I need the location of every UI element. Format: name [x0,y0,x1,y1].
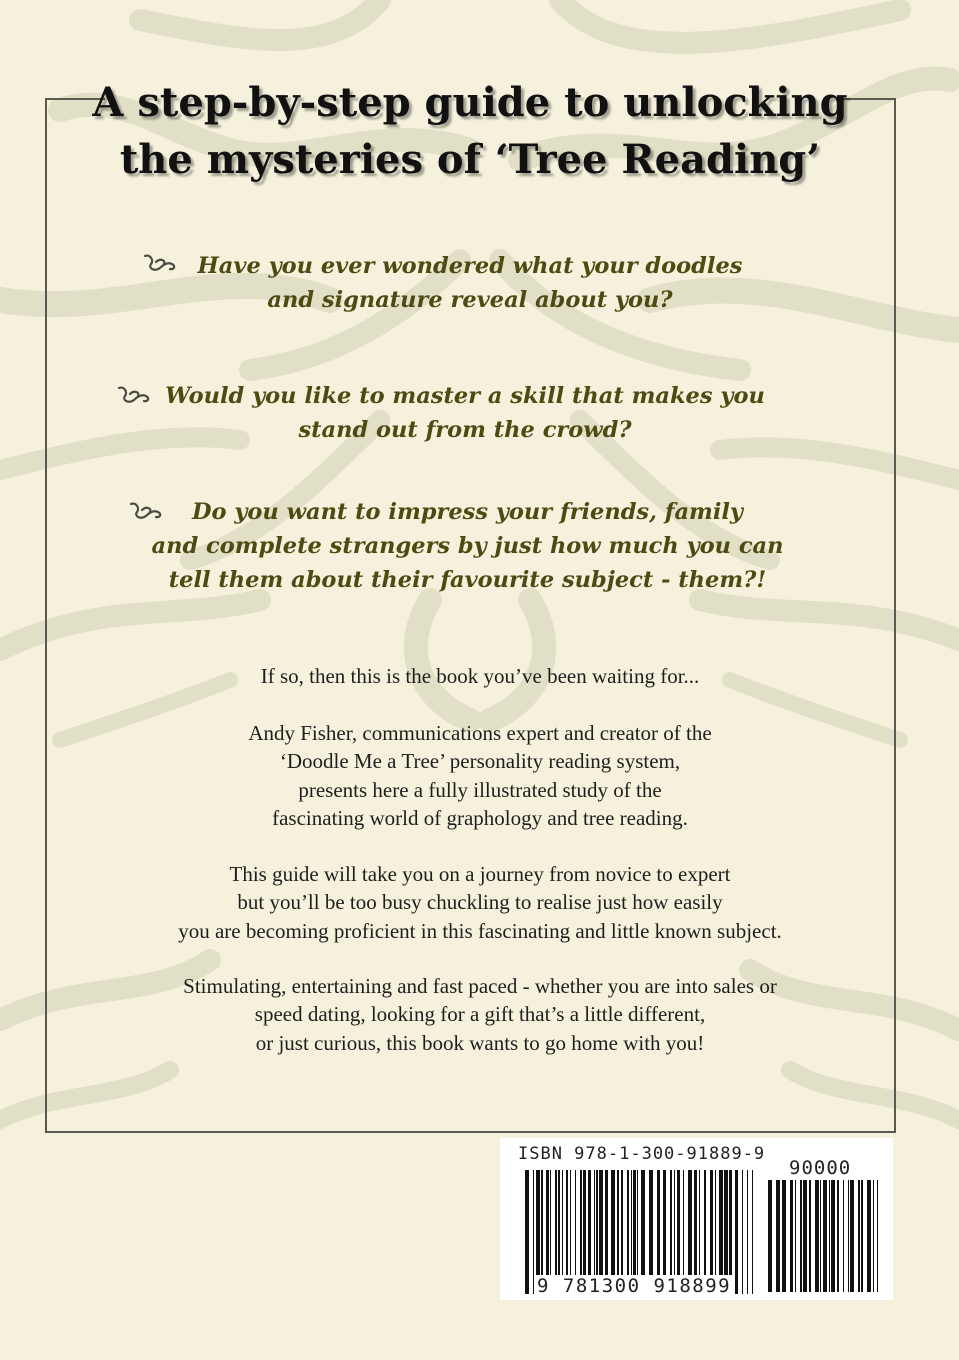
bullet-master-skill [165,379,765,447]
bullet-impress-friends [150,495,785,597]
bullet-doodles [190,249,750,317]
bullet-line: stand out from the crowd? [298,417,632,443]
paragraph-line: Andy Fisher, communications expert and creator of the [248,721,712,745]
paragraph-line: speed dating, looking for a gift that’s a little different, [254,1002,706,1027]
bullet-line: Have you ever wondered what your doodles [197,253,743,279]
flourish-ornament-icon [142,252,182,276]
paragraph-line: or just curious, this book wants to go home with you! [255,1030,705,1055]
intro-paragraph [100,662,860,690]
price-addon-code: 90000 [789,1157,852,1179]
headline [60,74,880,188]
paragraph-line: fascinating world of graphology and tree reading. [272,805,688,830]
addon-barcode-bars [768,1180,880,1292]
bullet-line: Would you like to master a skill that makes you [165,383,765,409]
paragraph-line: ‘Doodle Me a Tree’ personality reading system, [279,749,681,774]
bullet-line: and signature reveal about you? [267,287,673,313]
paragraph-line: If so, then this is the book you’ve been waiting for... [260,664,700,688]
journey-paragraph [100,860,860,945]
bullet-line: tell them about their favourite subject - them?! [168,567,767,593]
headline-line-1: A step-by-step guide to unlocking [92,79,848,126]
author-paragraph [100,719,860,832]
headline-line-2: the mysteries of ‘Tree Reading’ [119,136,821,183]
isbn-barcode [500,1138,893,1300]
paragraph-line: Stimulating, entertaining and fast paced - whether you are into sales or [183,974,777,998]
paragraph-line: presents here a fully illustrated study of the [298,777,662,802]
isbn-label: ISBN 978-1-300-91889-9 [518,1144,766,1164]
bullet-line: and complete strangers by just how much you can [151,533,784,559]
flourish-ornament-icon [116,384,156,408]
paragraph-line: you are becoming proficient in this fascinating and little known subject. [178,918,782,943]
bullet-line: Do you want to impress your friends, family [192,499,743,525]
closing-paragraph [100,972,860,1057]
paragraph-line: but you’ll be too busy chuckling to realise just how easily [237,890,723,915]
ean-digits: 9 781300 918899 [537,1275,732,1297]
paragraph-line: This guide will take you on a journey from novice to expert [229,862,731,886]
